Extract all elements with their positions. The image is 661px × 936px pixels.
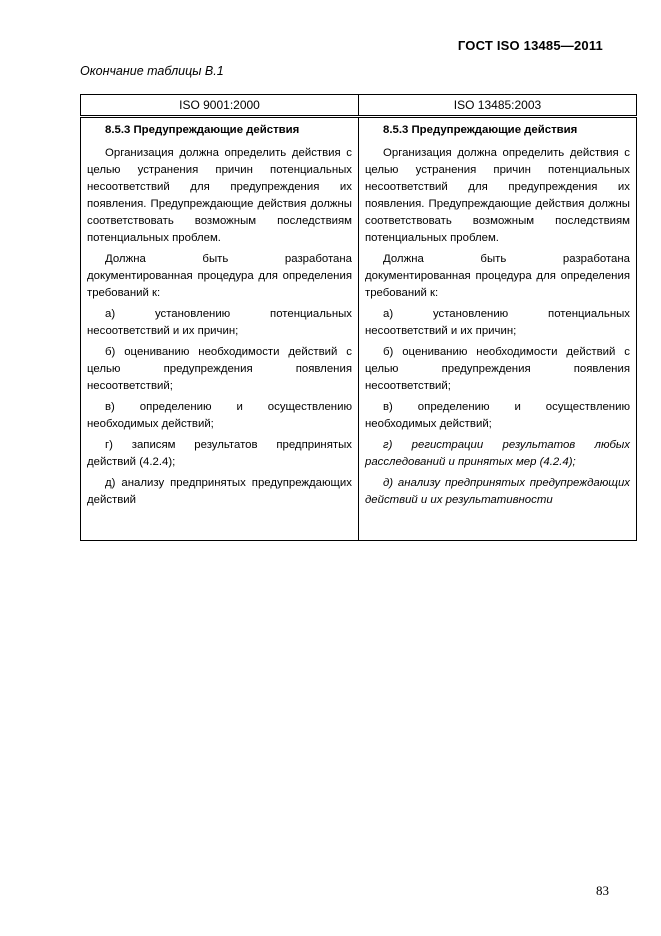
- right-item-b: б) оцениванию необходимости действий с целью предупреждения появления несоответствий;: [365, 346, 630, 392]
- right-section-title: 8.5.3 Предупреждающие действия: [383, 124, 578, 136]
- left-item-d: д) анализу предпринятых предупреждающих действий: [87, 477, 352, 506]
- right-paragraph-procedure: Должна быть разработана документированная процедура для определения требований к:: [365, 253, 630, 299]
- right-item-g: г) регистрации результатов любых расследований и принятых мер (4.2.4);: [365, 439, 630, 468]
- left-item-v: в) определению и осуществлению необходимых действий;: [87, 401, 352, 430]
- column-header-iso13485: ISO 13485:2003: [359, 95, 637, 117]
- table-caption: Окончание таблицы В.1: [80, 64, 224, 78]
- left-item-g: г) записям результатов предпринятых действий (4.2.4);: [87, 439, 352, 468]
- comparison-table: [80, 94, 637, 541]
- left-cell-iso9001: [81, 117, 359, 541]
- left-item-b: б) оцениванию необходимости действий с целью предупреждения появления несоответствий;: [87, 346, 352, 392]
- right-paragraph-intro: Организация должна определить действия с целью устранения причин потенциальных несоответствий для предупреждения их появления. Предупреждающие действия должны соответствовать возможным последствиям потенциальных проблем.: [365, 147, 630, 244]
- left-paragraph-intro: Организация должна определить действия с целью устранения причин потенциальных несоответствий для предупреждения их появления. Предупреждающие действия должны соответствовать возможным последствиям потенциальных проблем.: [87, 147, 352, 244]
- column-header-iso9001: ISO 9001:2000: [81, 95, 359, 117]
- left-paragraph-procedure: Должна быть разработана документированная процедура для определения требований к:: [87, 253, 352, 299]
- page-number: 83: [596, 883, 609, 898]
- right-item-d: д) анализу предпринятых предупреждающих действий и их результативности: [365, 477, 630, 506]
- left-section-title: 8.5.3 Предупреждающие действия: [105, 124, 300, 136]
- right-item-v: в) определению и осуществлению необходимых действий;: [365, 401, 630, 430]
- left-item-a: а) установлению потенциальных несоответствий и их причин;: [87, 308, 352, 337]
- right-item-a: а) установлению потенциальных несоответствий и их причин;: [365, 308, 630, 337]
- right-cell-iso13485: [359, 117, 637, 541]
- table-header-row: [81, 95, 637, 117]
- document-standard-code: ГОСТ ISO 13485—2011: [457, 38, 603, 53]
- table-row: [81, 117, 637, 541]
